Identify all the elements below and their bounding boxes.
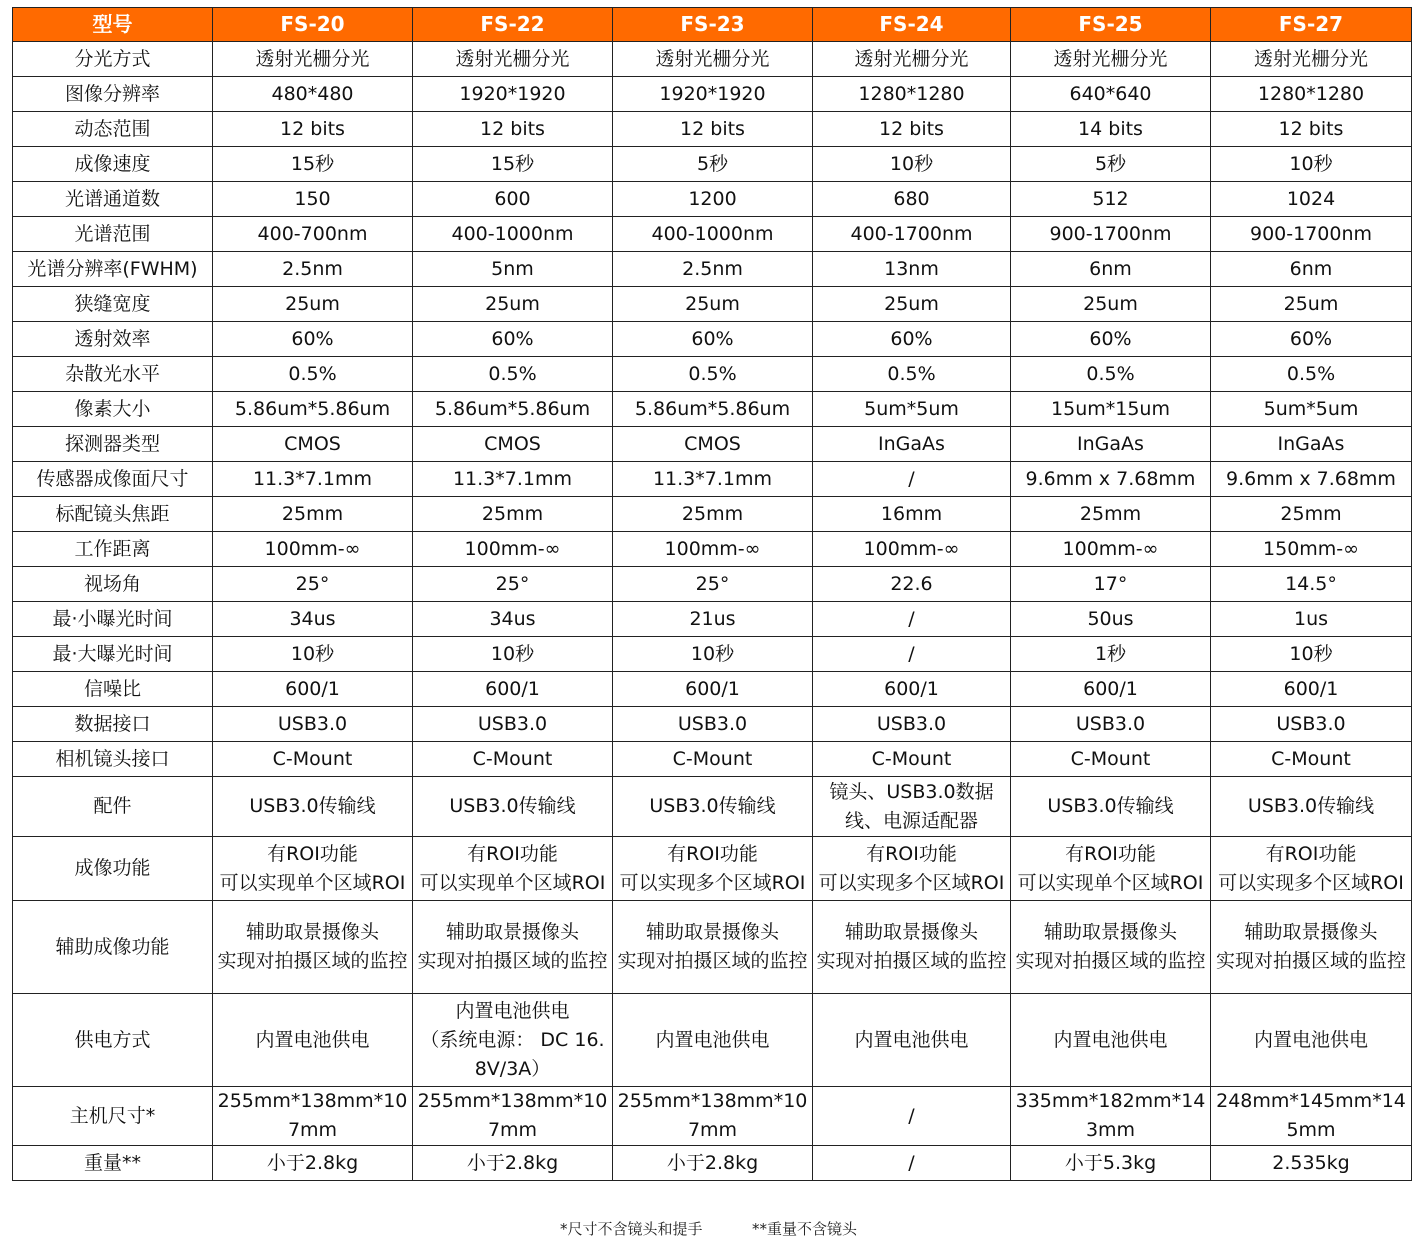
table-row [13, 672, 1412, 707]
table-row [13, 112, 1412, 147]
table-cell: 0.5% [1211, 357, 1412, 392]
table-cell: 2.5nm [213, 252, 413, 287]
table-cell: C-Mount [813, 742, 1011, 777]
table-body [13, 42, 1412, 1181]
table-cell: 14 bits [1011, 112, 1211, 147]
table-cell: USB3.0 [413, 707, 613, 742]
table-cell: 有ROI功能 可以实现多个区域ROI [613, 837, 813, 901]
row-label: 动态范围 [13, 112, 213, 147]
table-cell: InGaAs [813, 427, 1011, 462]
table-cell: 1920*1920 [613, 77, 813, 112]
table-row [13, 357, 1412, 392]
table-row [13, 42, 1412, 77]
table-cell: 有ROI功能 可以实现单个区域ROI [413, 837, 613, 901]
table-cell: C-Mount [613, 742, 813, 777]
table-cell: / [813, 1087, 1011, 1146]
row-label: 光谱分辨率(FWHM) [13, 252, 213, 287]
table-cell: 内置电池供电 （系统电源： DC 16.8V/3A） [413, 994, 613, 1087]
table-cell: 25mm [1011, 497, 1211, 532]
table-cell: 480*480 [213, 77, 413, 112]
row-label: 标配镜头焦距 [13, 497, 213, 532]
table-cell: C-Mount [1011, 742, 1211, 777]
table-cell: 400-1000nm [613, 217, 813, 252]
table-row [13, 322, 1412, 357]
table-cell: 25° [213, 567, 413, 602]
table-cell: 透射光栅分光 [1011, 42, 1211, 77]
table-row [13, 837, 1412, 901]
table-cell: USB3.0 [813, 707, 1011, 742]
table-cell: 25um [1211, 287, 1412, 322]
header-model-2: FS-22 [413, 8, 613, 42]
table-cell: 512 [1011, 182, 1211, 217]
table-cell: 12 bits [213, 112, 413, 147]
table-cell: / [813, 462, 1011, 497]
table-cell: 有ROI功能 可以实现多个区域ROI [813, 837, 1011, 901]
row-label: 视场角 [13, 567, 213, 602]
table-cell: 13nm [813, 252, 1011, 287]
table-cell: 透射光栅分光 [213, 42, 413, 77]
table-cell: 11.3*7.1mm [213, 462, 413, 497]
table-cell: 34us [213, 602, 413, 637]
table-cell: USB3.0传输线 [213, 777, 413, 837]
table-cell: 内置电池供电 [1211, 994, 1412, 1087]
table-cell: 10秒 [1211, 147, 1412, 182]
table-cell: 255mm*138mm*107mm [613, 1087, 813, 1146]
table-row [13, 602, 1412, 637]
table-cell: 25um [1011, 287, 1211, 322]
table-cell: 16mm [813, 497, 1011, 532]
row-label: 主机尺寸* [13, 1087, 213, 1146]
table-cell: / [813, 602, 1011, 637]
table-cell: InGaAs [1011, 427, 1211, 462]
table-cell: USB3.0 [1011, 707, 1211, 742]
size-footnote: *尺寸不含镜头和提手 [560, 1220, 703, 1238]
table-row [13, 77, 1412, 112]
table-cell: 25um [413, 287, 613, 322]
table-cell: 600/1 [813, 672, 1011, 707]
table-cell: 0.5% [613, 357, 813, 392]
row-label: 传感器成像面尺寸 [13, 462, 213, 497]
table-cell: 600/1 [613, 672, 813, 707]
table-cell: 辅助取景摄像头 实现对拍摄区域的监控 [413, 901, 613, 994]
table-cell: 5.86um*5.86um [613, 392, 813, 427]
table-cell: USB3.0 [1211, 707, 1412, 742]
table-cell: 25um [813, 287, 1011, 322]
table-cell: 25mm [1211, 497, 1412, 532]
row-label: 供电方式 [13, 994, 213, 1087]
table-cell: 60% [1211, 322, 1412, 357]
row-label: 数据接口 [13, 707, 213, 742]
table-cell: C-Mount [213, 742, 413, 777]
row-label: 成像功能 [13, 837, 213, 901]
table-cell: 5um*5um [1211, 392, 1412, 427]
table-cell: 2.535kg [1211, 1146, 1412, 1181]
table-cell: 600/1 [1011, 672, 1211, 707]
table-cell: 60% [613, 322, 813, 357]
table-row [13, 182, 1412, 217]
table-row [13, 287, 1412, 322]
table-cell: USB3.0传输线 [1211, 777, 1412, 837]
row-label: 辅助成像功能 [13, 901, 213, 994]
table-cell: 0.5% [1011, 357, 1211, 392]
table-cell: 透射光栅分光 [1211, 42, 1412, 77]
table-cell: 100mm-∞ [613, 532, 813, 567]
table-cell: 10秒 [813, 147, 1011, 182]
table-row [13, 994, 1412, 1087]
table-cell: 辅助取景摄像头 实现对拍摄区域的监控 [613, 901, 813, 994]
table-cell: 辅助取景摄像头 实现对拍摄区域的监控 [813, 901, 1011, 994]
table-cell: USB3.0传输线 [613, 777, 813, 837]
table-cell: 400-700nm [213, 217, 413, 252]
row-label: 相机镜头接口 [13, 742, 213, 777]
row-label: 像素大小 [13, 392, 213, 427]
table-cell: 小于2.8kg [413, 1146, 613, 1181]
row-label: 探测器类型 [13, 427, 213, 462]
table-cell: 镜头、USB3.0数据线、电源适配器 [813, 777, 1011, 837]
table-cell: CMOS [413, 427, 613, 462]
table-cell: 内置电池供电 [813, 994, 1011, 1087]
table-cell: 11.3*7.1mm [413, 462, 613, 497]
table-cell: 50us [1011, 602, 1211, 637]
table-cell: 小于2.8kg [613, 1146, 813, 1181]
table-cell: 25mm [413, 497, 613, 532]
table-cell: 60% [813, 322, 1011, 357]
table-cell: 25° [413, 567, 613, 602]
table-cell: 0.5% [813, 357, 1011, 392]
table-cell: USB3.0 [613, 707, 813, 742]
table-cell: 255mm*138mm*107mm [413, 1087, 613, 1146]
table-row [13, 707, 1412, 742]
table-cell: 60% [1011, 322, 1211, 357]
table-cell: 100mm-∞ [413, 532, 613, 567]
table-cell: 内置电池供电 [1011, 994, 1211, 1087]
weight-footnote: **重量不含镜头 [752, 1220, 858, 1238]
table-cell: 有ROI功能 可以实现多个区域ROI [1211, 837, 1412, 901]
table-row [13, 1087, 1412, 1146]
row-label: 工作距离 [13, 532, 213, 567]
header-label-model: 型号 [13, 8, 213, 42]
table-cell: 600 [413, 182, 613, 217]
table-cell: 10秒 [1211, 637, 1412, 672]
table-cell: 400-1000nm [413, 217, 613, 252]
table-cell: 6nm [1011, 252, 1211, 287]
table-cell: 小于2.8kg [213, 1146, 413, 1181]
table-cell: 10秒 [413, 637, 613, 672]
table-cell: 150 [213, 182, 413, 217]
table-cell: 辅助取景摄像头 实现对拍摄区域的监控 [1011, 901, 1211, 994]
table-cell: 9.6mm x 7.68mm [1011, 462, 1211, 497]
table-row [13, 777, 1412, 837]
table-cell: 600/1 [413, 672, 613, 707]
table-row [13, 637, 1412, 672]
table-cell: 5um*5um [813, 392, 1011, 427]
table-cell: USB3.0 [213, 707, 413, 742]
table-cell: 900-1700nm [1011, 217, 1211, 252]
table-cell: 6nm [1211, 252, 1412, 287]
table-row [13, 462, 1412, 497]
table-cell: 透射光栅分光 [613, 42, 813, 77]
table-cell: 100mm-∞ [213, 532, 413, 567]
table-row [13, 901, 1412, 994]
table-cell: 680 [813, 182, 1011, 217]
header-model-6: FS-27 [1211, 8, 1412, 42]
table-cell: 11.3*7.1mm [613, 462, 813, 497]
table-cell: 透射光栅分光 [413, 42, 613, 77]
table-row [13, 392, 1412, 427]
row-label: 最·大曝光时间 [13, 637, 213, 672]
table-cell: 25° [613, 567, 813, 602]
table-cell: 60% [213, 322, 413, 357]
table-cell: 辅助取景摄像头 实现对拍摄区域的监控 [213, 901, 413, 994]
table-cell: 640*640 [1011, 77, 1211, 112]
table-cell: 0.5% [213, 357, 413, 392]
spec-table [12, 7, 1412, 1181]
table-cell: 25um [213, 287, 413, 322]
table-cell: 21us [613, 602, 813, 637]
table-cell: 14.5° [1211, 567, 1412, 602]
table-cell: 150mm-∞ [1211, 532, 1412, 567]
table-cell: 有ROI功能 可以实现单个区域ROI [213, 837, 413, 901]
table-cell: 15um*15um [1011, 392, 1211, 427]
table-row [13, 1146, 1412, 1181]
table-row [13, 497, 1412, 532]
table-cell: 5.86um*5.86um [213, 392, 413, 427]
row-label: 透射效率 [13, 322, 213, 357]
table-cell: / [813, 1146, 1011, 1181]
table-cell: 5秒 [1011, 147, 1211, 182]
table-cell: 1280*1280 [813, 77, 1011, 112]
header-model-5: FS-25 [1011, 8, 1211, 42]
row-label: 信噪比 [13, 672, 213, 707]
row-label: 光谱范围 [13, 217, 213, 252]
table-cell: C-Mount [413, 742, 613, 777]
table-row [13, 252, 1412, 287]
table-cell: 25mm [613, 497, 813, 532]
table-row [13, 147, 1412, 182]
table-cell: 255mm*138mm*107mm [213, 1087, 413, 1146]
table-cell: C-Mount [1211, 742, 1412, 777]
table-cell: 25um [613, 287, 813, 322]
row-label: 成像速度 [13, 147, 213, 182]
table-cell: 335mm*182mm*143mm [1011, 1087, 1211, 1146]
row-label: 分光方式 [13, 42, 213, 77]
table-cell: 10秒 [613, 637, 813, 672]
table-row [13, 567, 1412, 602]
table-cell: 12 bits [613, 112, 813, 147]
table-cell: 内置电池供电 [613, 994, 813, 1087]
table-cell: 1920*1920 [413, 77, 613, 112]
table-cell: 2.5nm [613, 252, 813, 287]
table-cell: CMOS [213, 427, 413, 462]
table-row [13, 217, 1412, 252]
header-row [13, 8, 1412, 42]
table-cell: 1200 [613, 182, 813, 217]
header-model-4: FS-24 [813, 8, 1011, 42]
table-cell: 600/1 [213, 672, 413, 707]
table-cell: 9.6mm x 7.68mm [1211, 462, 1412, 497]
table-row [13, 427, 1412, 462]
row-label: 杂散光水平 [13, 357, 213, 392]
table-cell: 15秒 [413, 147, 613, 182]
table-cell: 12 bits [1211, 112, 1412, 147]
table-cell: 10秒 [213, 637, 413, 672]
table-row [13, 742, 1412, 777]
table-cell: CMOS [613, 427, 813, 462]
row-label: 狭缝宽度 [13, 287, 213, 322]
table-cell: 400-1700nm [813, 217, 1011, 252]
row-label: 光谱通道数 [13, 182, 213, 217]
table-cell: 小于5.3kg [1011, 1146, 1211, 1181]
header-model-3: FS-23 [613, 8, 813, 42]
table-cell: 1秒 [1011, 637, 1211, 672]
table-cell: 900-1700nm [1211, 217, 1412, 252]
table-cell: 透射光栅分光 [813, 42, 1011, 77]
table-cell: USB3.0传输线 [413, 777, 613, 837]
table-cell: 600/1 [1211, 672, 1412, 707]
table-cell: 1280*1280 [1211, 77, 1412, 112]
table-cell: 12 bits [813, 112, 1011, 147]
table-cell: 60% [413, 322, 613, 357]
row-label: 图像分辨率 [13, 77, 213, 112]
table-cell: 25mm [213, 497, 413, 532]
row-label: 最·小曝光时间 [13, 602, 213, 637]
table-cell: 34us [413, 602, 613, 637]
row-label: 重量** [13, 1146, 213, 1181]
table-cell: 15秒 [213, 147, 413, 182]
table-cell: 1us [1211, 602, 1412, 637]
table-cell: 100mm-∞ [1011, 532, 1211, 567]
table-cell: 5.86um*5.86um [413, 392, 613, 427]
table-cell: 22.6 [813, 567, 1011, 602]
table-cell: InGaAs [1211, 427, 1412, 462]
table-cell: 5nm [413, 252, 613, 287]
table-cell: USB3.0传输线 [1011, 777, 1211, 837]
table-cell: 5秒 [613, 147, 813, 182]
table-cell: 12 bits [413, 112, 613, 147]
table-cell: 17° [1011, 567, 1211, 602]
table-cell: 有ROI功能 可以实现单个区域ROI [1011, 837, 1211, 901]
table-cell: 248mm*145mm*145mm [1211, 1087, 1412, 1146]
table-cell: 内置电池供电 [213, 994, 413, 1087]
table-cell: 1024 [1211, 182, 1412, 217]
table-cell: / [813, 637, 1011, 672]
table-cell: 辅助取景摄像头 实现对拍摄区域的监控 [1211, 901, 1412, 994]
row-label: 配件 [13, 777, 213, 837]
table-cell: 0.5% [413, 357, 613, 392]
header-model-1: FS-20 [213, 8, 413, 42]
table-row [13, 532, 1412, 567]
table-cell: 100mm-∞ [813, 532, 1011, 567]
